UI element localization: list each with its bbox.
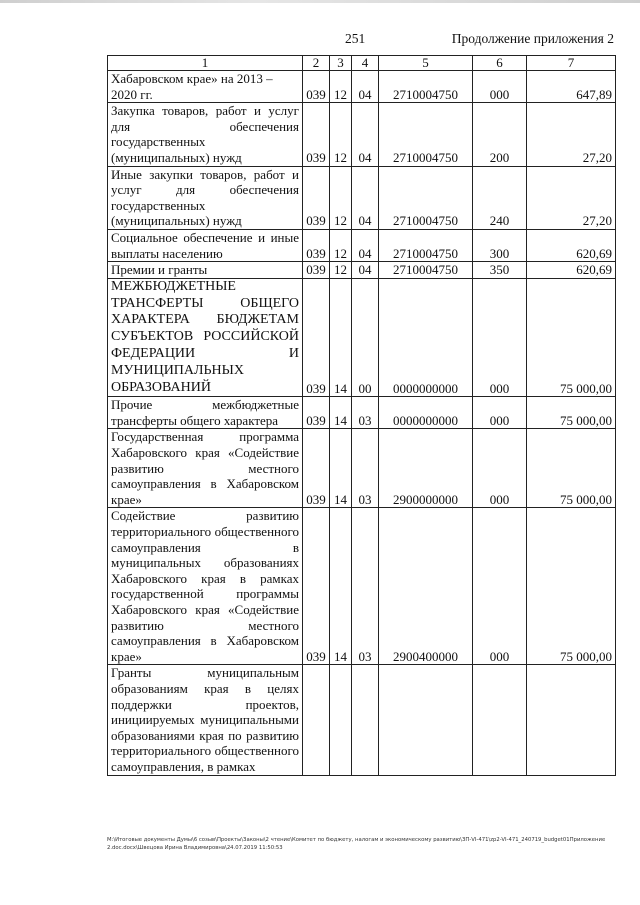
header-cell-7: 7 [527, 56, 616, 71]
row-admin-code-cell: 039 [303, 278, 330, 397]
row-expense-type-cell: 350 [473, 262, 527, 279]
row-target-article-cell: 2710004750 [379, 229, 473, 261]
row-amount-cell [527, 665, 616, 775]
table-row [108, 429, 616, 508]
header-cell-5: 5 [379, 56, 473, 71]
row-section-cell: 12 [330, 103, 352, 166]
row-amount-cell: 75 000,00 [527, 429, 616, 508]
row-target-article-cell: 2710004750 [379, 262, 473, 279]
row-amount-cell: 647,89 [527, 71, 616, 103]
header-cell-6: 6 [473, 56, 527, 71]
table-row [108, 229, 616, 261]
row-target-article-cell: 0000000000 [379, 397, 473, 429]
header-cell-4: 4 [352, 56, 379, 71]
row-section-cell [330, 665, 352, 775]
row-subsection-cell: 03 [352, 429, 379, 508]
row-expense-type-cell: 000 [473, 397, 527, 429]
row-amount-cell: 75 000,00 [527, 508, 616, 665]
row-section-cell: 14 [330, 508, 352, 665]
row-name-cell: МЕЖБЮДЖЕТНЫЕ ТРАНСФЕРТЫ ОБЩЕГО ХАРАКТЕРА БЮДЖЕТАМ СУБЪЕКТОВ РОССИЙСКОЙ ФЕДЕРАЦИИ И МУНИЦИПАЛЬНЫХ ОБРАЗОВАНИЙ [108, 278, 303, 397]
row-section-cell: 12 [330, 71, 352, 103]
row-name-cell: Закупка товаров, работ и услуг для обеспечения государственных (муниципальных) нужд [108, 103, 303, 166]
row-admin-code-cell: 039 [303, 429, 330, 508]
row-expense-type-cell: 000 [473, 278, 527, 397]
row-subsection-cell: 03 [352, 397, 379, 429]
row-subsection-cell [352, 665, 379, 775]
table-row [108, 508, 616, 665]
row-name-cell: Хабаровском крае» на 2013 – 2020 гг. [108, 71, 303, 103]
row-subsection-cell: 03 [352, 508, 379, 665]
row-amount-cell: 75 000,00 [527, 278, 616, 397]
table-row [108, 397, 616, 429]
table-row [108, 166, 616, 229]
row-section-cell: 12 [330, 229, 352, 261]
table-row [108, 278, 616, 397]
row-expense-type-cell [473, 665, 527, 775]
table-row [108, 103, 616, 166]
row-section-cell: 14 [330, 397, 352, 429]
table-row [108, 665, 616, 775]
row-amount-cell: 27,20 [527, 166, 616, 229]
row-name-cell: Прочие межбюджетные трансферты общего характера [108, 397, 303, 429]
row-subsection-cell: 00 [352, 278, 379, 397]
row-admin-code-cell: 039 [303, 397, 330, 429]
row-name-cell: Государственная программа Хабаровского края «Содействие развитию местного самоуправления в Хабаровском крае» [108, 429, 303, 508]
row-expense-type-cell: 300 [473, 229, 527, 261]
row-admin-code-cell: 039 [303, 262, 330, 279]
row-target-article-cell: 2710004750 [379, 103, 473, 166]
row-amount-cell: 75 000,00 [527, 397, 616, 429]
row-target-article-cell: 2710004750 [379, 71, 473, 103]
continuation-title: Продолжение приложения 2 [451, 31, 614, 46]
row-expense-type-cell: 000 [473, 508, 527, 665]
row-section-cell: 12 [330, 166, 352, 229]
row-subsection-cell: 04 [352, 262, 379, 279]
row-amount-cell: 620,69 [527, 229, 616, 261]
budget-table [107, 55, 616, 776]
scan-top-strip [0, 0, 640, 3]
row-target-article-cell: 2710004750 [379, 166, 473, 229]
row-expense-type-cell: 200 [473, 103, 527, 166]
row-expense-type-cell: 000 [473, 71, 527, 103]
row-admin-code-cell: 039 [303, 229, 330, 261]
row-admin-code-cell: 039 [303, 508, 330, 665]
row-amount-cell: 27,20 [527, 103, 616, 166]
row-section-cell: 12 [330, 262, 352, 279]
row-name-cell: Содействие развитию территориального общественного самоуправления в муниципальных образованиях Хабаровского края в рамках государственной программы Хабаровского края «Содействие развитию местного самоуправления в Хабаровском крае» [108, 508, 303, 665]
table-row [108, 71, 616, 103]
row-section-cell: 14 [330, 429, 352, 508]
row-name-cell: Премии и гранты [108, 262, 303, 279]
header-cell-1: 1 [108, 56, 303, 71]
row-name-cell: Гранты муниципальным образованиям края в целях поддержки проектов, инициируемых муниципальными образованиями края по развитию территориального общественного самоуправления, в рамках [108, 665, 303, 775]
row-amount-cell: 620,69 [527, 262, 616, 279]
footer-file-path: М:\Итоговые документы Думы\6 созыв\Проекты\Законы\2 чтение\Комитет по бюджету, налогам и экономическому развитию\ЗП-VI-471\zp2-VI-471_240719_budget01Приложение 2.doc.docx\Швецова Ирина Владимировна\24.07.2019 11:50:53 [107, 837, 606, 851]
row-target-article-cell: 0000000000 [379, 278, 473, 397]
page-number: 251 [345, 31, 366, 46]
row-admin-code-cell [303, 665, 330, 775]
header-row [108, 56, 616, 71]
table-body [108, 56, 616, 776]
row-subsection-cell: 04 [352, 166, 379, 229]
row-expense-type-cell: 240 [473, 166, 527, 229]
row-target-article-cell: 2900400000 [379, 508, 473, 665]
row-admin-code-cell: 039 [303, 166, 330, 229]
row-subsection-cell: 04 [352, 71, 379, 103]
row-target-article-cell: 2900000000 [379, 429, 473, 508]
header-cell-2: 2 [303, 56, 330, 71]
row-admin-code-cell: 039 [303, 71, 330, 103]
row-subsection-cell: 04 [352, 103, 379, 166]
row-expense-type-cell: 000 [473, 429, 527, 508]
row-section-cell: 14 [330, 278, 352, 397]
row-subsection-cell: 04 [352, 229, 379, 261]
row-admin-code-cell: 039 [303, 103, 330, 166]
header-cell-3: 3 [330, 56, 352, 71]
table-row [108, 262, 616, 279]
row-name-cell: Иные закупки товаров, работ и услуг для обеспечения государственных (муниципальных) нужд [108, 166, 303, 229]
row-name-cell: Социальное обеспечение и иные выплаты населению [108, 229, 303, 261]
row-target-article-cell [379, 665, 473, 775]
